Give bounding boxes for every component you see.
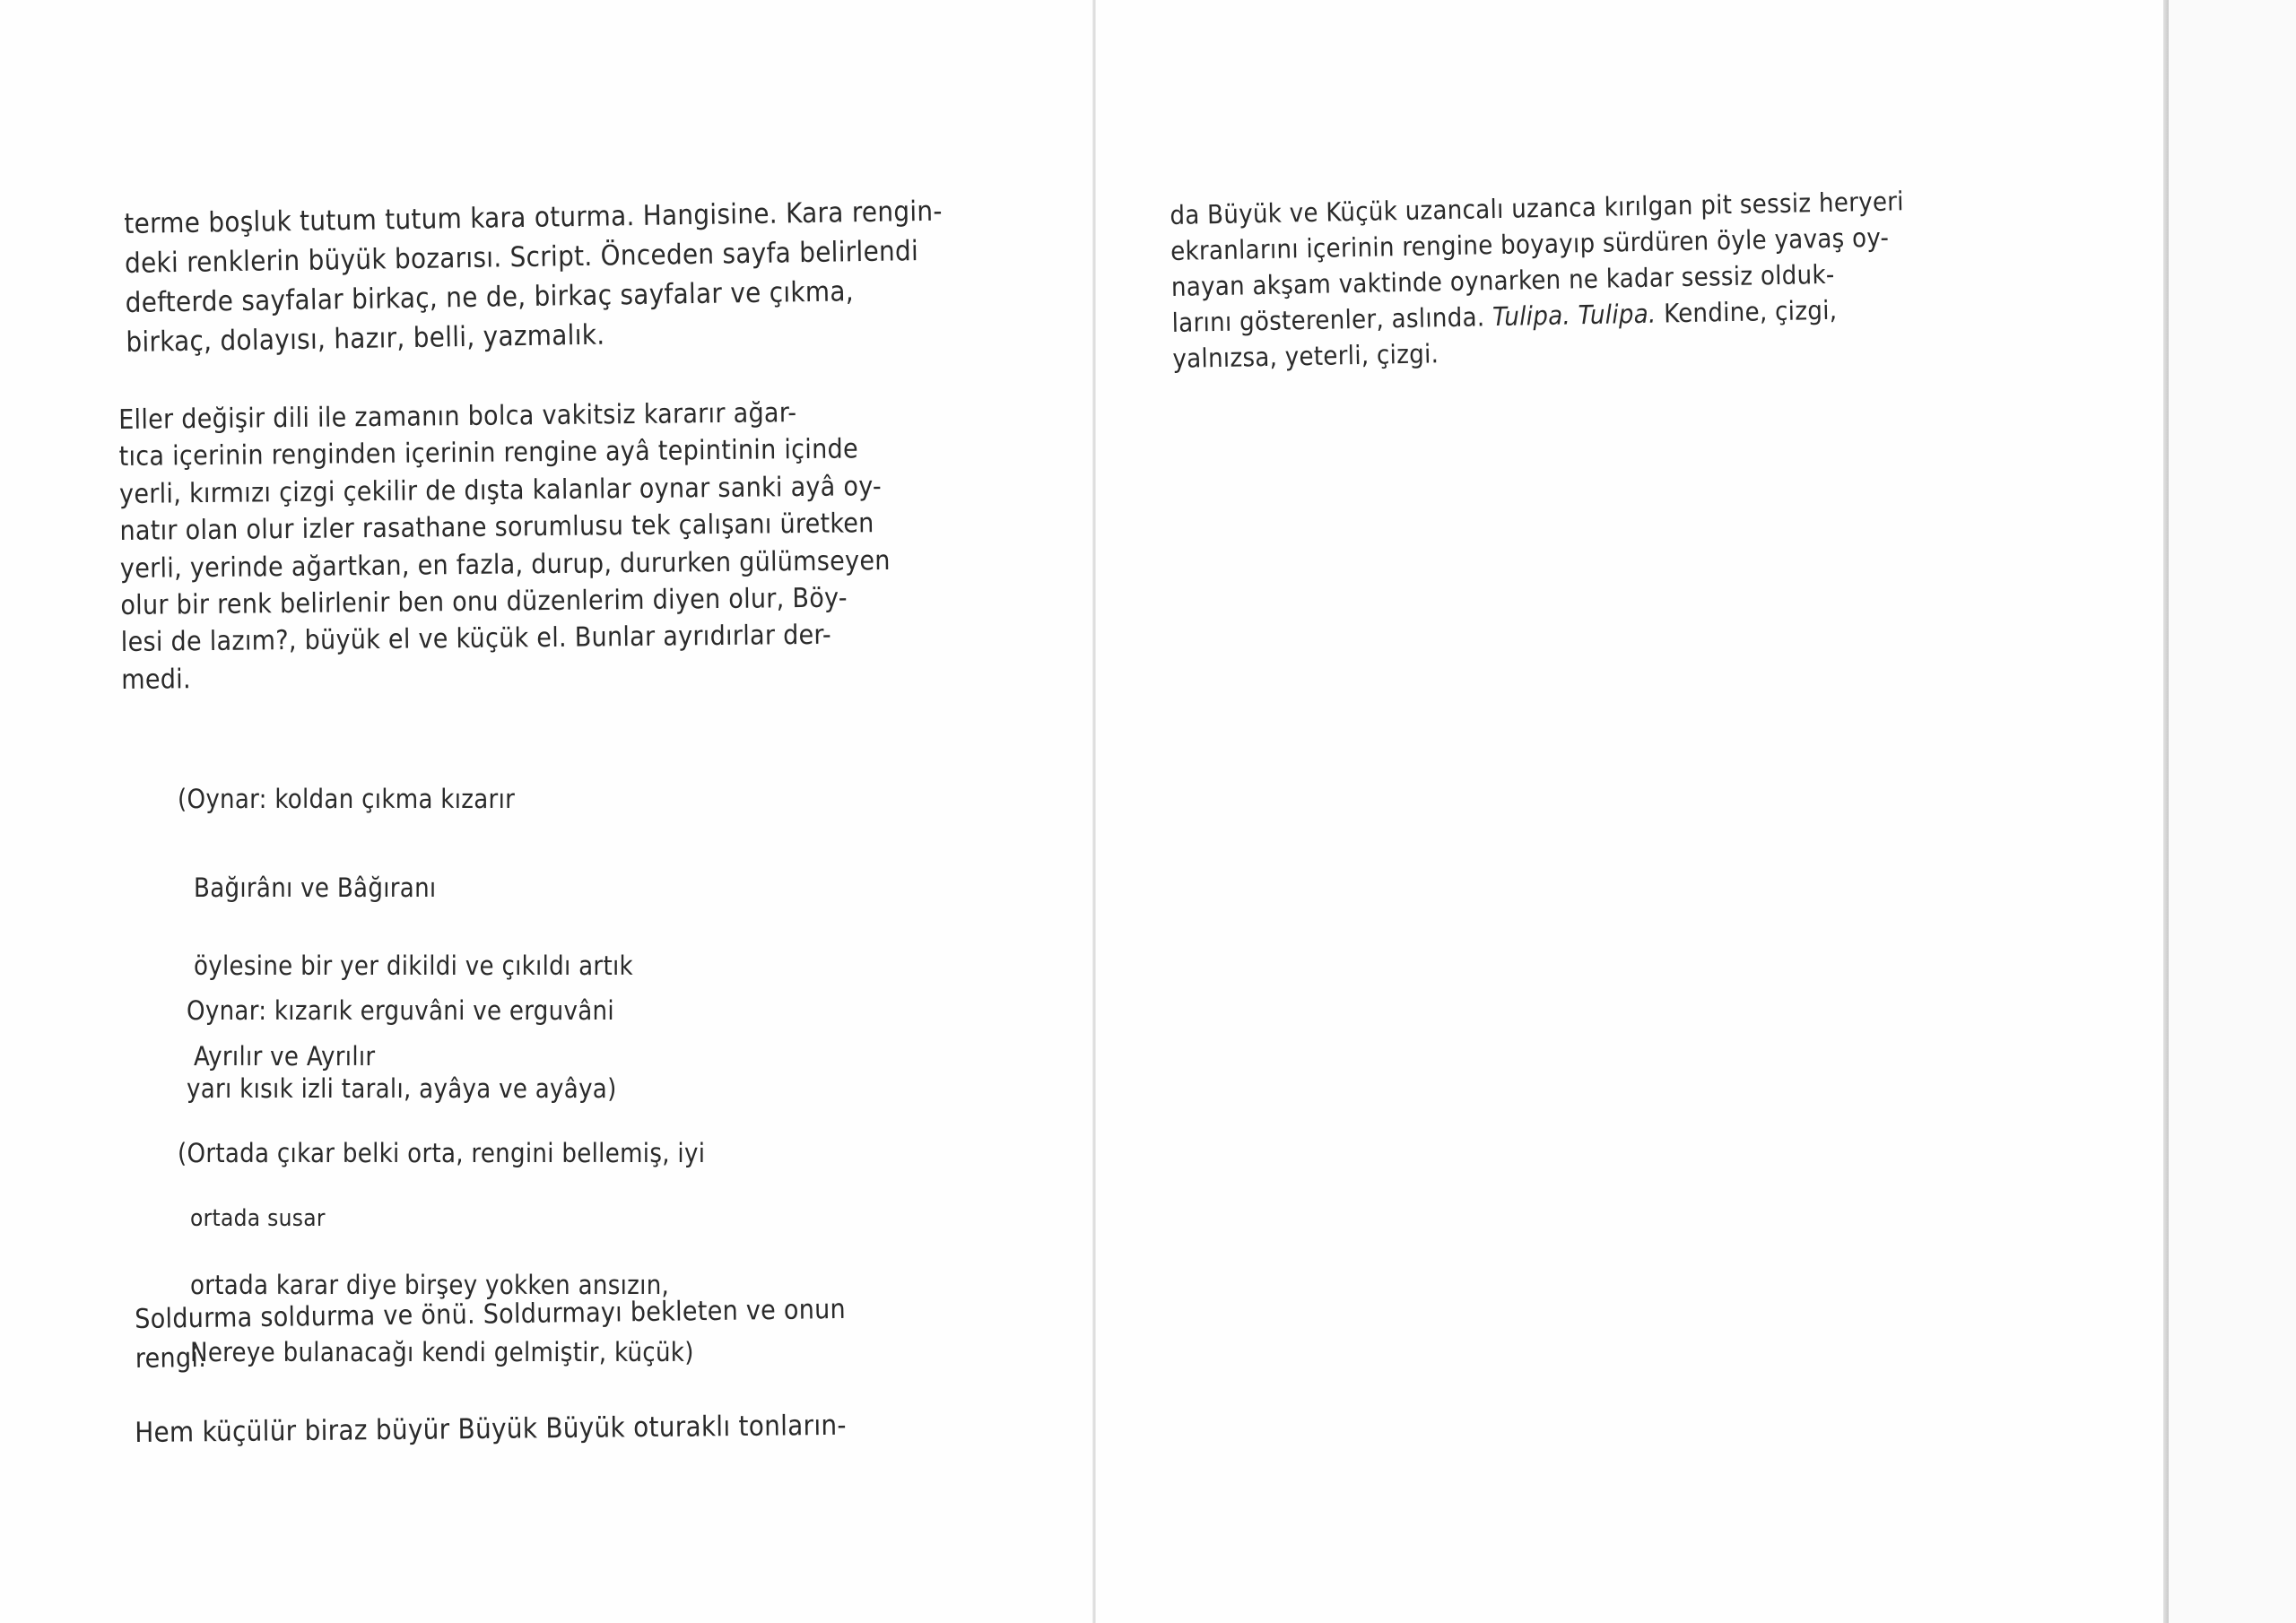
verse-line: ortada karar diye birşey yokken ansızın, bbox=[190, 1269, 670, 1300]
left-page bbox=[0, 0, 1094, 1623]
text-line: ekranlarını içerinin rengine boyayıp sürdüren öyle yavaş oy- bbox=[1170, 221, 1890, 267]
verse-line: Bağırânı ve Bâğıranı bbox=[194, 872, 437, 903]
text-line: nayan akşam vaktinde oynarken ne kadar sessiz olduk- bbox=[1170, 258, 1835, 303]
verse-line: Ayrılır ve Ayrılır bbox=[194, 1040, 376, 1072]
verse-line: yarı kısık izli taralı, ayâya ve ayâya) bbox=[187, 1072, 617, 1104]
text-line: yalnızsa, yeterli, çizgi. bbox=[1172, 338, 1439, 375]
paragraph-4: Hem küçülür biraz büyür Büyük Büyük oturaklı tonların- bbox=[135, 1409, 847, 1449]
paragraph-1: terme boşluk tutum tutum kara oturma. Hangisine. Kara rengin- deki renklerin büyük bozarısı. Script. Önceden sayfa belirlendi defterde sayfalar birkaç, ne de, birkaç sayfalar ve çıkma, birkaç, dolayısı, hazır, belli, yazmalık. bbox=[124, 195, 944, 360]
text-segment: larını gösterenler, aslında. bbox=[1171, 301, 1485, 339]
verse-line: Oynar: kızarık erguvâni ve erguvâni bbox=[187, 994, 614, 1026]
text-segment: Kendine, çizgi, bbox=[1663, 294, 1838, 329]
paragraph-3: Soldurma soldurma ve önü. Soldurmayı bekleten ve onun rengi. bbox=[135, 1293, 847, 1375]
text-line: da Büyük ve Küçük uzancalı uzanca kırılgan pit sessiz heryeri bbox=[1170, 186, 1905, 230]
scan-margin bbox=[2169, 0, 2296, 1623]
right-page bbox=[1096, 0, 2163, 1623]
paragraph-2: Eller değişir dili ile zamanın bolca vakitsiz kararır ağar- tıca içerinin renginden içerinin rengine ayâ tepintinin içinde yerli, kırmızı çizgi çekilir de dışta kalanlar oynar sanki ayâ oy- natır olan olur izler rasathane sorumlusu tek çalışanı üretken yerli, yerinde ağartkan, en fazla, durup, dururken gülümseyen olur bir renk belirlenir ben onu düzenlerim diyen olur, Böy- lesi de lazım?, büyük el ve küçük el. Bunlar ayrıdırlar der- medi. bbox=[118, 397, 891, 696]
italic-name: Tulipa. Tulipa. bbox=[1492, 298, 1657, 333]
paragraph-right-1 bbox=[1170, 179, 2124, 377]
verse-line: (Oynar: koldan çıkma kızarır bbox=[178, 783, 516, 814]
verse-line: öylesine bir yer dikildi ve çıkıldı artık bbox=[194, 950, 633, 981]
verse-line: ortada susar bbox=[190, 1205, 326, 1233]
verse-line: Nereye bulanacağı kendi gelmiştir, küçük) bbox=[190, 1336, 694, 1367]
verse-line: (Ortada çıkar belki orta, rengini bellemiş, iyi bbox=[178, 1137, 706, 1168]
